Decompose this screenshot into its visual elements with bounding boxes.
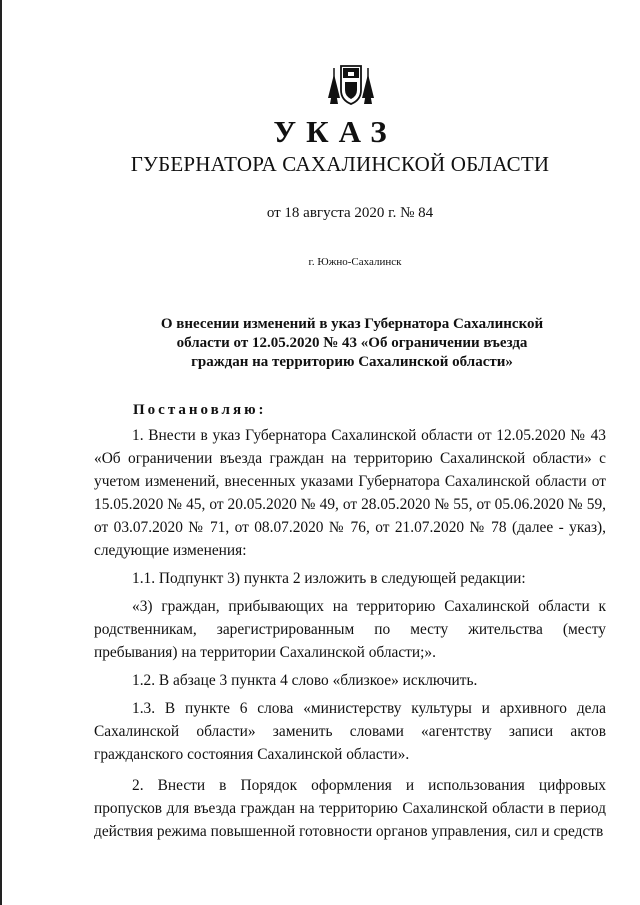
decree-word: Постановляю: [133,402,267,418]
city-name: г. Южно-Сахалинск [308,256,402,268]
document-subject-line: области от 12.05.2020 № 43 «Об ограничении въезда [176,335,528,351]
coat-of-arms-icon [324,60,378,106]
document-subject-line: граждан на территорию Сахалинской области» [191,354,513,370]
document-body [94,424,606,843]
document-subject-line: О внесении изменений в указ Губернатора Сахалинской [160,316,544,332]
paragraph: 1.2. В абзаце 3 пункта 4 слово «близкое» исключить. [132,672,478,689]
issuer-title: ГУБЕРНАТОРА САХАЛИНСКОЙ ОБЛАСТИ [130,152,550,176]
paragraph: 1. Внести в указ Губернатора Сахалинской области от 12.05.2020 № 43 «Об ограничении въезда граждан на территорию Сахалинской области» с учетом изменений, внесенных указами Губернатора Сахалинской области от 15.05.2020 № 45, от 20.05.2020 № 49, от 28.05.2020 № 55, от 05.06.2020 № 59, от 03.07.2020 № 71, от 08.07.2020 № 76, от 21.07.2020 № 78 (далее - указ), следующие изменения: [94,427,606,559]
paragraph: 1.1. Подпункт 3) пункта 2 изложить в следующей редакции: [132,570,526,587]
paragraph: 1.3. В пункте 6 слова «министерству культуры и архивного дела Сахалинской области» заменить словами «агентству записи актов гражданского состояния Сахалинской области». [94,700,606,763]
document-type-title: УКАЗ [273,114,397,149]
paragraph: «3) граждан, прибывающих на территорию Сахалинской области к родственникам, зарегистрированным по месту жительства (месту пребывания) на территории Сахалинской области;». [94,598,606,661]
date-and-number: от 18 августа 2020 г. № 84 [266,205,434,221]
document-subject [120,315,584,372]
paragraph: 2. Внести в Порядок оформления и использования цифровых пропусков для въезда граждан на территорию Сахалинской области в период действия режима повышенной готовности органов управления, сил и средств [94,777,606,840]
